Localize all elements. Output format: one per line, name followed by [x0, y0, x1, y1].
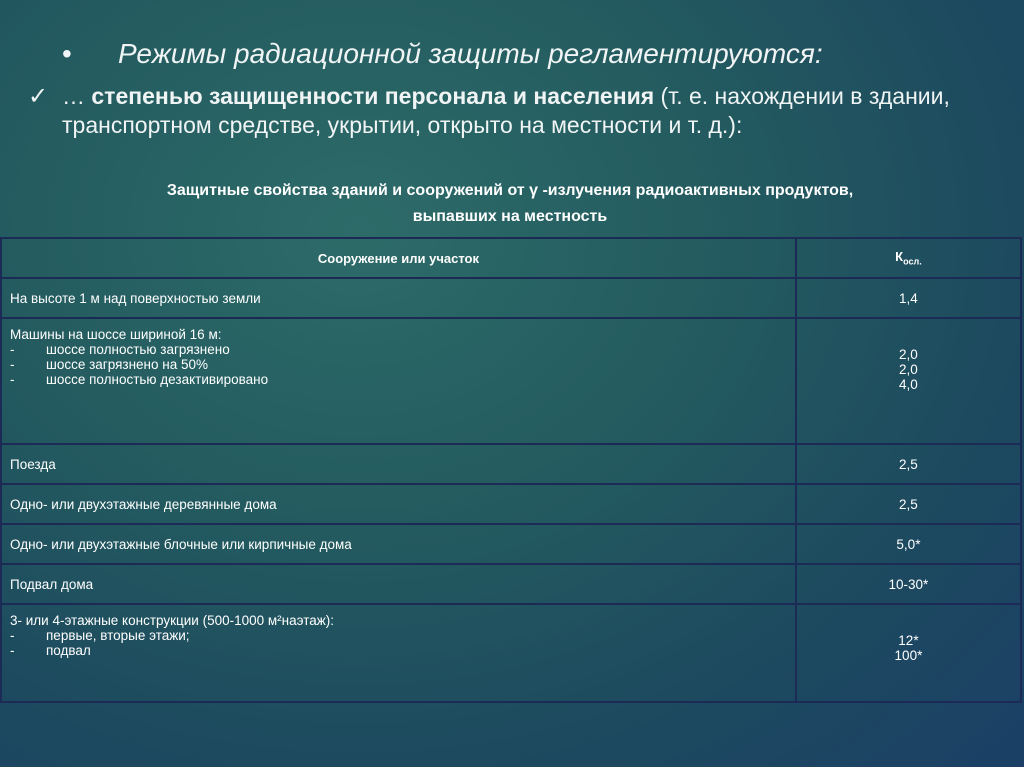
dash: - — [10, 372, 15, 387]
sub-item — [10, 643, 787, 658]
heading-text: Режимы радиационной защиты регламентируются: — [118, 38, 823, 69]
sub-item-text: шоссе полностью дезактивировано — [46, 372, 269, 387]
sub-item — [10, 357, 787, 372]
coefficient-symbol: К — [895, 249, 904, 265]
sub-item — [10, 372, 787, 387]
row-label: Машины на шоссе шириной 16 м: — [10, 327, 222, 342]
sub-item-value: 12* — [898, 633, 919, 648]
caption-line-2: выпавших на местность — [412, 208, 608, 225]
dash: - — [10, 643, 15, 658]
row-value: 2,5 — [796, 484, 1021, 524]
slide-heading — [62, 38, 982, 70]
key-point-lead: … — [62, 83, 92, 109]
key-point-rest: (т. е. нахождении в здании, транспортном средстве, укрытии, открыто на местности и т. д.): — [62, 83, 950, 138]
table-caption — [60, 178, 960, 230]
row-value: 10-30* — [796, 564, 1021, 604]
protection-table — [0, 237, 1022, 703]
row-value: 5,0* — [796, 524, 1021, 564]
sub-item-text: первые, вторые этажи; — [46, 628, 190, 643]
row-label: 3- или 4-этажные конструкции (500-1000 м²наэтаж): — [10, 613, 335, 628]
dash: - — [10, 342, 15, 357]
sub-item-value: 2,0 — [899, 347, 918, 362]
header-coefficient — [796, 238, 1021, 278]
key-point — [28, 82, 988, 140]
table-row — [1, 318, 1021, 444]
table-row — [1, 524, 1021, 564]
coefficient-subscript: осл. — [903, 256, 922, 267]
table-row — [1, 444, 1021, 484]
dash: - — [10, 357, 15, 372]
sub-item — [10, 628, 787, 643]
row-label-group — [1, 604, 796, 702]
sub-item-text: подвал — [46, 643, 91, 658]
table-row — [1, 278, 1021, 318]
sub-item-value: 4,0 — [899, 377, 918, 392]
row-value-group — [796, 604, 1021, 702]
row-label: Поезда — [1, 444, 796, 484]
table-header-row — [1, 238, 1021, 278]
checkmark-icon: ✓ — [28, 83, 49, 110]
row-label: Подвал дома — [1, 564, 796, 604]
row-value-group — [796, 318, 1021, 444]
sub-item — [10, 342, 787, 357]
header-structure: Сооружение или участок — [1, 238, 796, 278]
sub-item-value: 100* — [894, 648, 923, 663]
row-value: 2,5 — [796, 444, 1021, 484]
sub-item-value: 2,0 — [899, 362, 918, 377]
dash: - — [10, 628, 15, 643]
table-row — [1, 484, 1021, 524]
sub-item-text: шоссе загрязнено на 50% — [46, 357, 208, 372]
row-label: Одно- или двухэтажные блочные или кирпичные дома — [1, 524, 796, 564]
row-label: Одно- или двухэтажные деревянные дома — [1, 484, 796, 524]
table-row — [1, 564, 1021, 604]
row-value: 1,4 — [796, 278, 1021, 318]
bullet-icon: • — [62, 38, 72, 69]
table-row — [1, 604, 1021, 702]
row-label-group — [1, 318, 796, 444]
key-point-text — [62, 82, 988, 140]
sub-item-text: шоссе полностью загрязнено — [46, 342, 230, 357]
row-label: На высоте 1 м над поверхностью земли — [1, 278, 796, 318]
key-point-bold: степенью защищенности персонала и населения — [91, 83, 655, 109]
caption-line-1: Защитные свойства зданий и сооружений от γ -излучения радиоактивных продуктов, — [166, 182, 854, 199]
